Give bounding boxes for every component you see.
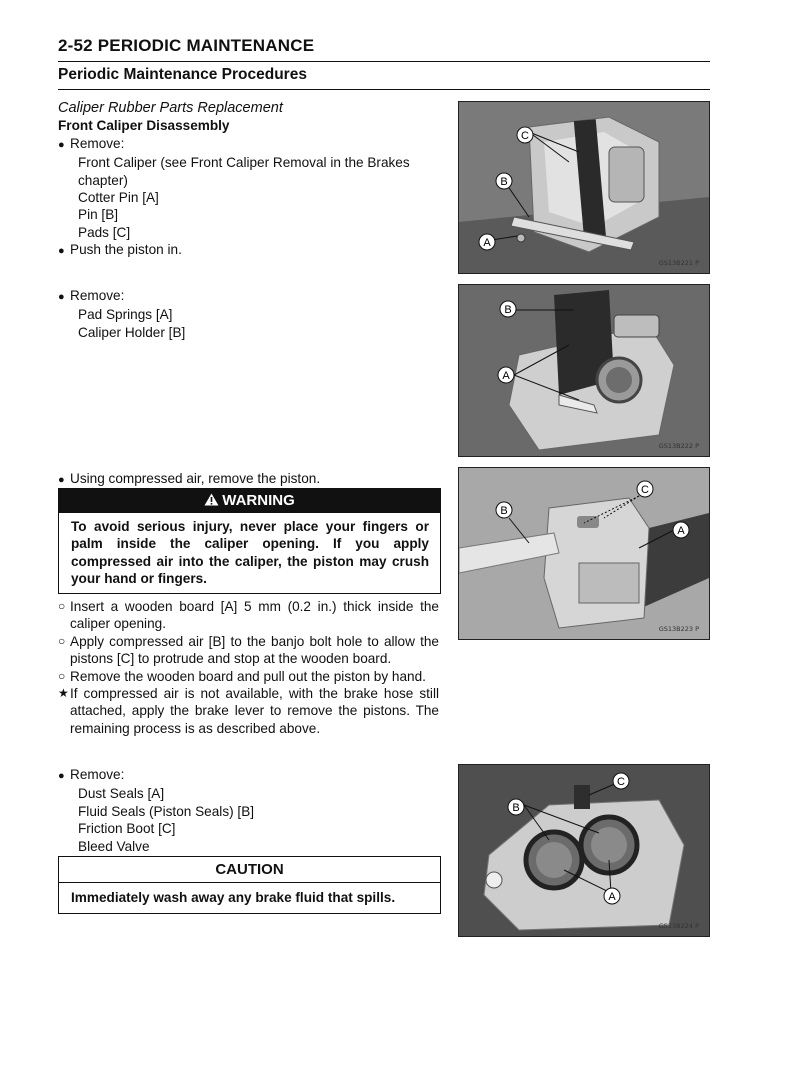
seals-photo-illustration (459, 765, 709, 936)
bullet-icon: ● (58, 770, 65, 782)
step1-push-label: Push the piston in. (70, 242, 182, 258)
step1-item: Front Caliper (see Front Caliper Removal in the Brakes chapter) (78, 155, 410, 188)
bullet-icon: ● (58, 138, 65, 151)
star-note-text: If compressed air is not available, with the brake hose still attached, apply the brake lever to remove the pistons. The remaining process is as described above. (70, 686, 439, 736)
callout-label: A (502, 370, 510, 382)
substep-text: Insert a wooden board [A] 5 mm (0.2 in.) thick inside the caliper opening. (70, 599, 439, 632)
star-note (58, 685, 439, 737)
step1-label: Remove: (70, 135, 125, 151)
substep-item (58, 668, 439, 685)
circle-icon: ○ (58, 668, 66, 683)
callout-label: A (677, 525, 685, 537)
substep-text: Apply compressed air [B] to the banjo bolt hole to allow the pistons [C] to protrude and stop at the wooden board. (70, 633, 439, 667)
step2-item: Pad Springs [A] (78, 307, 173, 323)
callout-label: B (500, 176, 508, 188)
caliper-photo-illustration (459, 102, 709, 273)
step3-label: Using compressed air, remove the piston. (70, 471, 321, 486)
step3-bullet (58, 470, 443, 489)
callout-label: A (608, 891, 616, 903)
step4-item: Dust Seals [A] (78, 786, 165, 802)
callout-label: C (521, 130, 529, 142)
circle-icon: ○ (58, 633, 66, 648)
photo-id: GS13B223 P (658, 625, 699, 633)
caution-text: Immediately wash away any brake fluid that spills. (71, 890, 396, 905)
caliper-holder-photo-illustration (459, 285, 709, 456)
callout-label: C (617, 776, 625, 788)
step4-label: Remove: (70, 767, 125, 782)
page-title: 2-52 PERIODIC MAINTENANCE (58, 36, 315, 55)
photo-id: GS13B221 P (658, 259, 699, 267)
step4-item: Fluid Seals (Piston Seals) [B] (78, 803, 255, 819)
step1-item: Cotter Pin [A] (78, 190, 159, 206)
callout-label: B (512, 802, 520, 814)
step4-item: Friction Boot [C] (78, 821, 176, 837)
caution-box (58, 856, 441, 914)
photo-seals (458, 764, 710, 937)
warning-box (58, 488, 441, 594)
photo-pad-springs (458, 284, 710, 457)
substep-text: Remove the wooden board and pull out the piston by hand. (70, 668, 426, 684)
photo-compressed-air (458, 467, 710, 640)
warning-title: WARNING (222, 492, 295, 509)
step1-block (58, 100, 443, 261)
callout-label: B (500, 505, 508, 517)
section-heading: Caliper Rubber Parts Replacement (58, 100, 283, 116)
callout-label: B (504, 304, 512, 316)
callout-label: A (483, 237, 491, 249)
step4-item: Bleed Valve (78, 838, 150, 854)
bullet-icon: ● (58, 245, 65, 258)
compressed-air-photo-illustration (459, 468, 709, 639)
step1-item: Pads [C] (78, 224, 131, 240)
warning-text: To avoid serious injury, never place your fingers or palm inside the caliper opening. If you apply compressed air into the caliper, the piston may crush your hand or fingers. (71, 519, 429, 587)
step2-label: Remove: (70, 288, 125, 303)
warning-header (59, 489, 440, 513)
page-subtitle: Periodic Maintenance Procedures (58, 66, 307, 83)
step1-item: Pin [B] (78, 207, 119, 223)
substep-item (58, 633, 439, 668)
photo-id: GS13B222 P (658, 442, 699, 450)
substep-item (58, 598, 439, 633)
warning-triangle-icon (204, 493, 219, 506)
callout-label: C (641, 484, 649, 496)
photo-front-caliper (458, 101, 710, 274)
step2-bullet (58, 287, 443, 306)
header-rule (58, 61, 710, 62)
caution-title: CAUTION (59, 857, 440, 883)
step2-item: Caliper Holder [B] (78, 324, 186, 340)
step1-push-bullet (58, 241, 443, 260)
step4-bullet (58, 766, 443, 785)
photo-id: GS13B224 P (658, 922, 699, 930)
bullet-icon: ● (58, 474, 65, 486)
step2-block (58, 287, 443, 341)
step1-bullet (58, 135, 443, 154)
circle-icon: ○ (58, 599, 66, 613)
subtitle-rule (58, 89, 710, 90)
substeps-block (58, 598, 439, 737)
step4-block (58, 766, 443, 855)
bullet-icon: ● (58, 291, 65, 303)
star-icon: ★ (58, 686, 69, 701)
section-subheading: Front Caliper Disassembly (58, 118, 230, 134)
